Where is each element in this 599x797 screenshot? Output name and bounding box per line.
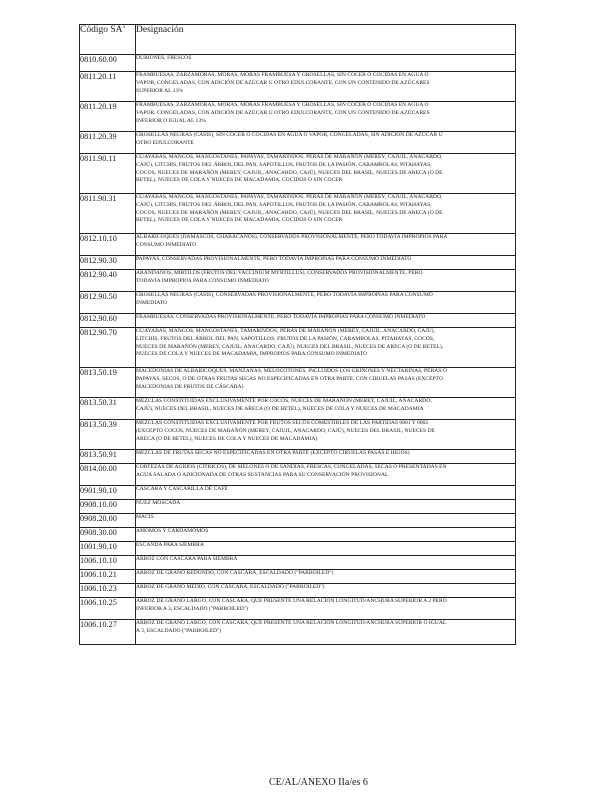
designation: [136, 328, 516, 368]
designation-line: BETEL), NUECES DE COLA Y NUECES DE MACADAMIA, COCIDOS O SIN COCER: [136, 217, 343, 224]
table-row: [80, 194, 516, 234]
designation-line: GUAYABAS, MANGOS, MANGOSTANES, PAPAYAS, TAMARINDOS, PERAS DE MARAÑÓN (MEREY, CAJUIL, ANACARDO,: [136, 194, 443, 200]
table-row: [80, 514, 516, 528]
designation: [136, 620, 516, 645]
designation-line: FRAMBUESAS, CONSERVADAS PROVISIONALMENTE, PERO TODAVÍA IMPROPIAS PARA CONSUMO INMEDIATO: [136, 314, 426, 320]
table-row: [80, 270, 516, 292]
designation-line: ARECA (O DE BETEL), NUECES DE COLA Y NUECES DE MACADAMIA): [136, 435, 318, 442]
table-row: [80, 132, 516, 154]
designation: [136, 368, 516, 398]
hs-code: 0810.60.00: [80, 55, 136, 72]
table-row: [80, 102, 516, 132]
designation-line: GROSELLAS NEGRAS (CASIS), SIN COCER O COCIDAS EN AGUA O VAPOR, CONGELADAS, SIN ADICIÓN DE AZÚCAR U: [136, 132, 443, 138]
hs-code: 0812.10.10: [80, 234, 136, 256]
designation: [136, 102, 516, 132]
designation-line: ESCANDA PARA SIEMBRA: [136, 542, 204, 548]
designation: [136, 598, 516, 620]
header-designation: Designación: [136, 25, 516, 55]
hs-code: 0811.20.19: [80, 102, 136, 132]
hs-code: 0811.20.39: [80, 132, 136, 154]
designation-line: MACEDONIAS DE ALBARICOQUES, MANZANAS, MELOCOTONES, INCLUIDOS LOS GRIÑONES Y NECTARINAS, PERAS O: [136, 368, 447, 374]
table-row: [80, 234, 516, 256]
table-row: [80, 500, 516, 514]
designation: [136, 154, 516, 194]
header-code: [80, 25, 136, 55]
hs-code: 0908.20.00: [80, 514, 136, 528]
designation-line: MACEDONIAS DE FRUTOS DE CÁSCARA): [136, 383, 244, 390]
table-row: [80, 598, 516, 620]
hs-code: 0811.90.11: [80, 154, 136, 194]
table-row: [80, 464, 516, 486]
designation-line: AGUA SALADA O ADICIONADA DE OTRAS SUSTANCIAS PARA SU CONSERVACIÓN PROVISIONAL: [136, 471, 389, 478]
designation-line: AMOMOS Y CARDAMOMOS: [136, 528, 209, 534]
hs-code: 1006.10.21: [80, 570, 136, 584]
designation: [136, 528, 516, 542]
designation-line: INMEDIATO: [136, 299, 167, 306]
designation-line: NUEZ MOSCADA: [136, 500, 181, 506]
table-row: [80, 584, 516, 598]
designation: [136, 270, 516, 292]
hs-code: 0812.90.50: [80, 292, 136, 314]
designation-line: SUPERIOR AL 13%: [136, 87, 184, 94]
designation-line: COCOS, NUECES DE MARAÑÓN (MEREY, CAJUIL, ANACARDO, CAJÚ), NUECES DEL BRASIL, NUECES DE ARECA (O DE: [136, 169, 443, 176]
table-row: [80, 72, 516, 102]
footnote-marker: 1: [122, 23, 126, 30]
designation-line: LITCHIS, FRUTOS DEL ÁRBOL DEL PAN, SAPOTILLOS, FRUTOS DE LA PASIÓN, CARAMBOLAS, PITAHAYAS, COCOS,: [136, 335, 435, 342]
hs-code: 1006.10.25: [80, 598, 136, 620]
designation-line: OTRO EDULCORANTE: [136, 139, 194, 146]
designation: [136, 486, 516, 500]
designation-line: ARROZ CON CÁSCARA PARA SIEMBRA: [136, 556, 238, 562]
hs-code: 1006.10.27: [80, 620, 136, 645]
designation-line: (EXCEPTO COCOS, NUECES DE MARAÑÓN (MEREY, CAJUIL, ANACARDO, CAJÚ), NUECES DEL BRASIL, NUECES DE: [136, 427, 436, 434]
hs-code: 0814.00.00: [80, 464, 136, 486]
designation-line: MEZCLAS CONSTITUIDAS EXCLUSIVAMENTE POR COCOS, NUECES DE MARAÑÓN (MEREY, CAJUIL, ANACARDO,: [136, 398, 432, 404]
designation: [136, 194, 516, 234]
designation-line: BETEL), NUECES DE COLA Y NUECES DE MACADAMIA, COCIDOS O SIN COCER: [136, 177, 343, 184]
designation-line: MEZCLAS CONSTITUIDAS EXCLUSIVAMENTE POR FRUTOS SECOS COMESTIBLES DE LAS PARTIDAS 0801 Y 0802: [136, 420, 429, 426]
table-header-row: [80, 25, 516, 55]
designation-line: INFERIOR A 3, ESCALDADO ("PARBOILED"): [136, 605, 249, 612]
designation-line: GUAYABAS, MANGOS, MANGOSTANES, PAPAYAS, TAMARINDOS, PERAS DE MARAÑÓN (MEREY, CAJUIL, ANACARDO,: [136, 154, 443, 160]
designation: [136, 256, 516, 270]
hs-code: 0901.90.10: [80, 486, 136, 500]
designation-line: ARROZ DE GRANO REDONDO, CON CÁSCARA, ESCALDADO ("PARBOILED"): [136, 570, 334, 576]
designation: [136, 500, 516, 514]
table-row: [80, 55, 516, 72]
designation: [136, 584, 516, 598]
hs-code: 0908.30.00: [80, 528, 136, 542]
hs-code: 0908.10.00: [80, 500, 136, 514]
designation-line: NUECES DE COLA Y NUECES DE MACADAMIA, IMPROPIOS PARA CONSUMO INMEDIATO: [136, 351, 367, 358]
designation-line: ARROZ DE GRANO LARGO, CON CÁSCARA, QUE PRESENTE UNA RELACIÓN LONGITUD/ANCHURA SUPERIOR A 2 PERO: [136, 598, 447, 604]
table-row: [80, 314, 516, 328]
hs-code: 0812.90.60: [80, 314, 136, 328]
designation: [136, 314, 516, 328]
hs-code: 0812.90.30: [80, 256, 136, 270]
designation-line: CAJÚ), LITCHIS, FRUTOS DEL ÁRBOL DEL PAN, SAPOTILLOS, FRUTOS DE LA PASIÓN, CARAMBOLAS, PITAHAYAS,: [136, 161, 432, 168]
hs-code: 1006.10.10: [80, 556, 136, 570]
designation: [136, 514, 516, 528]
designation: [136, 542, 516, 556]
designation: [136, 72, 516, 102]
designation-line: PAPAYAS, CONSERVADAS PROVISIONALMENTE, PERO TODAVÍA IMPROPIAS PARA CONSUMO INMEDIATO: [136, 256, 412, 262]
designation-line: VAPOR, CONGELADAS, CON ADICIÓN DE AZÚCAR U OTRO EDULCORANTE, CON UN CONTENIDO DE AZÚCARES: [136, 79, 430, 86]
designation-line: FRAMBUESAS, ZARZAMORAS, MORAS, MORAS FRAMBUESA Y GROSELLAS, SIN COCER O COCIDAS EN AGUA O: [136, 72, 429, 78]
hs-code: 0813.50.31: [80, 398, 136, 420]
designation-line: FRAMBUESAS, ZARZAMORAS, MORAS, MORAS FRAMBUESA Y GROSELLAS, SIN COCER O COCIDAS EN AGUA O: [136, 102, 429, 108]
designation-line: VAPOR, CONGELADAS, CON ADICIÓN DE AZÚCAR U OTRO EDULCORANTE, CON UN CONTENIDO DE AZÚCARES: [136, 109, 430, 116]
designation-line: GROSELLAS NEGRAS (CASIS), CONSERVADAS PROVISIONALMENTE, PERO TODAVÍA IMPROPIAS PARA CONSUMO: [136, 292, 433, 298]
designation: [136, 450, 516, 464]
designation-line: CORTEZAS DE AGRIOS (CÍTRICOS), DE MELONES O DE SANDÍAS, FRESCAS, CONGELADAS, SECAS O PRESENTADAS EN: [136, 464, 447, 470]
designation: [136, 292, 516, 314]
designation-line: CAJÚ), LITCHIS, FRUTOS DEL ÁRBOL DEL PAN, SAPOTILLOS, FRUTOS DE LA PASIÓN, CARAMBOLAS, PITAHAYAS,: [136, 201, 432, 208]
designation: [136, 464, 516, 486]
table-row: [80, 292, 516, 314]
table-row: [80, 420, 516, 450]
table-row: [80, 154, 516, 194]
designation-line: ALBARICOQUES (DAMASCOS, CHABACANOS), CONSERVADOS PROVISIONALMENTE, PERO TODAVÍA IMPROPIOS PARA: [136, 234, 448, 240]
table-row: [80, 542, 516, 556]
table-row: [80, 256, 516, 270]
hs-code: 0813.50.19: [80, 368, 136, 398]
table-row: [80, 620, 516, 645]
designation: [136, 234, 516, 256]
hs-code: 1001.90.10: [80, 542, 136, 556]
designation-line: MEZCLAS DE FRUTAS SECAS NO ESPECIFICADAS EN OTRA PARTE (EXCEPTO CIRUELAS PASAS E HIGOS): [136, 450, 410, 456]
table-row: [80, 556, 516, 570]
designation-line: PAPAYAS, SECOS, O DE OTRAS FRUTAS SECAS NO ESPECIFICADAS EN OTRA PARTE, CON CIRUELAS PASAS (EXCEPTO: [136, 375, 444, 382]
hs-code: 0813.50.91: [80, 450, 136, 464]
designation-line: INFERIOR O IGUAL AL 13%: [136, 117, 206, 124]
hs-code: 0811.90.31: [80, 194, 136, 234]
table-row: [80, 486, 516, 500]
designation-line: A 3, ESCALDADO ("PARBOILED"): [136, 627, 222, 634]
table-row: [80, 328, 516, 368]
designation: [136, 420, 516, 450]
tariff-table: [79, 24, 516, 645]
table-row: [80, 398, 516, 420]
hs-code: 0812.90.70: [80, 328, 136, 368]
designation-line: NUECES DE MARAÑÓN (MEREY, CAJUIL, ANACARDO, CAJÚ), NUECES DEL BRASIL, NUECES DE ARECA (O DE BETEL),: [136, 343, 444, 350]
designation: [136, 570, 516, 584]
designation-line: ARROZ DE GRANO LARGO, CON CÁSCARA, QUE PRESENTE UNA RELACIÓN LONGITUD/ANCHURA SUPERIOR O IGUAL: [136, 620, 447, 626]
page-footer: CE/AL/ANEXO IIa/es 6: [269, 777, 368, 788]
designation-line: TODAVÍA IMPROPIOS PARA CONSUMO INMEDIATO: [136, 277, 269, 284]
designation-line: ARROZ DE GRANO MEDIO, CON CÁSCARA, ESCALDADO ("PARBOILED"): [136, 584, 325, 590]
table-row: [80, 450, 516, 464]
designation: [136, 55, 516, 72]
hs-code: 0813.50.39: [80, 420, 136, 450]
designation-line: MACIS: [136, 514, 154, 520]
table-row: [80, 570, 516, 584]
designation: [136, 556, 516, 570]
designation-line: COCOS, NUECES DE MARAÑÓN (MEREY, CAJUIL, ANACARDO, CAJÚ), NUECES DEL BRASIL, NUECES DE ARECA (O DE: [136, 209, 443, 216]
designation: [136, 398, 516, 420]
header-code-label: Código SA: [80, 25, 123, 35]
designation-line: GUAYABAS, MANGOS, MANGOSTANES, TAMARINDOS, PERAS DE MARAÑÓN (MEREY, CAJUIL, ANACARDO, CAJÚ),: [136, 328, 435, 334]
designation-line: CONSUMO INMEDIATO: [136, 241, 197, 248]
designation-line: ARÁNDANOS, MIRTILOS (FRUTOS DEL VACCINIUM MYRTILLUS), CONSERVADOS PROVISIONALMENTE, PERO: [136, 270, 423, 276]
designation-line: DURIONES, FRESCOS: [136, 55, 192, 61]
table-row: [80, 368, 516, 398]
table-row: [80, 528, 516, 542]
hs-code: 1006.10.23: [80, 584, 136, 598]
designation: [136, 132, 516, 154]
designation-line: CAJÚ), NUECES DEL BRASIL, NUECES DE ARECA (O DE BETEL), NUECES DE COLA Y NUECES DE MACADAMIA: [136, 405, 424, 412]
hs-code: 0812.90.40: [80, 270, 136, 292]
designation-line: CÁSCARA Y CASCARILLA DE CAFÉ: [136, 486, 228, 492]
hs-code: 0811.20.11: [80, 72, 136, 102]
